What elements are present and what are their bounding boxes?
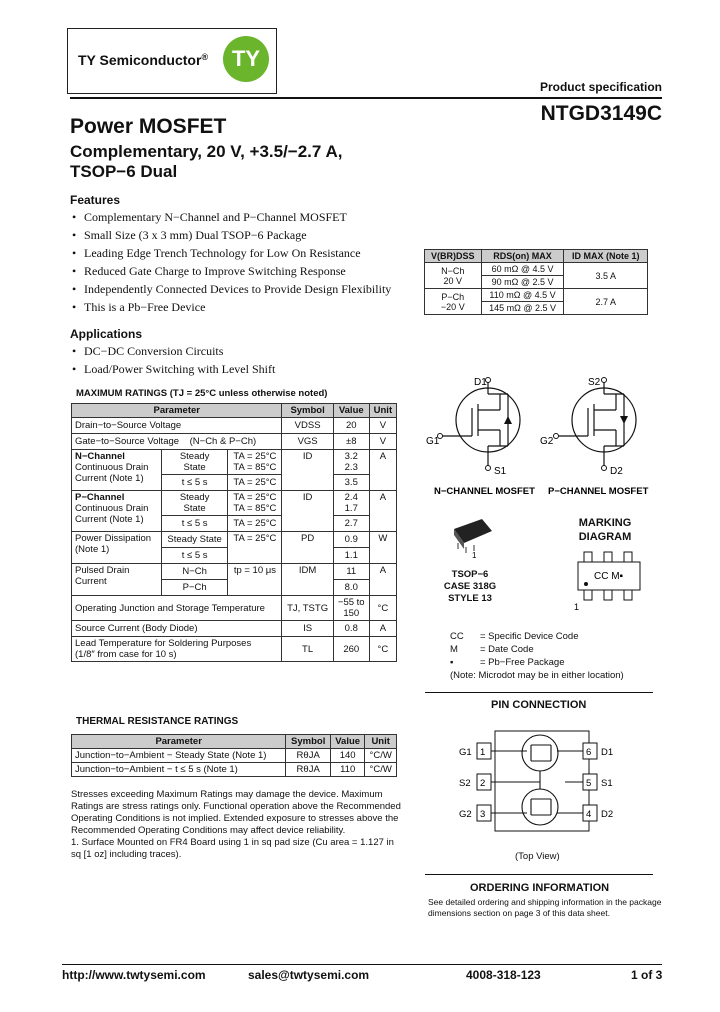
- table-row: Pulsed Drain Current N−Ch tp = 10 μs IDM 11 A: [72, 564, 397, 580]
- table-row: Source Current (Body Diode) IS 0.8 A: [72, 621, 397, 637]
- list-item: • Reduced Gate Charge to Improve Switching Response: [72, 262, 391, 280]
- nch-label: N−CHANNEL MOSFET: [434, 486, 535, 497]
- svg-text:G2: G2: [459, 809, 472, 820]
- product-spec-label: Product specification: [539, 80, 662, 94]
- footer-url[interactable]: http://www.twtysemi.com: [62, 968, 206, 982]
- package-icon: [448, 515, 498, 559]
- pch-symbol-circle: [572, 388, 636, 452]
- thermal-table: Parameter Symbol Value Unit Junction−to−Ambient − Steady State (Note 1) RθJA 140 °C/W Junction−to−Ambient − t ≤ 5 s (Note 1) RθJA 110 °C/W: [71, 734, 397, 777]
- svg-text:G1: G1: [459, 747, 472, 758]
- footer-divider: [62, 964, 662, 965]
- svg-text:2: 2: [480, 778, 486, 789]
- pin-connection-heading: PIN CONNECTION: [491, 699, 587, 711]
- footer-phone: 4008-318-123: [466, 968, 541, 982]
- list-item: • Leading Edge Trench Technology for Low On Resistance: [72, 244, 391, 262]
- table-row: t ≤ 5 s TA = 25°C 2.7: [72, 516, 397, 532]
- svg-text:S1: S1: [601, 778, 613, 789]
- mosfet-diagram: [420, 370, 660, 500]
- table-row: Operating Junction and Storage Temperature TJ, TSTG −55 to 150 °C: [72, 596, 397, 621]
- list-item: • DC−DC Conversion Circuits: [72, 342, 275, 360]
- table-row: Junction−to−Ambient − t ≤ 5 s (Note 1) RθJA 110 °C/W: [72, 763, 397, 777]
- divider: [425, 692, 653, 693]
- subtitle: Complementary, 20 V, +3.5/−2.7 A, TSOP−6 Dual: [70, 142, 343, 181]
- applications-heading: Applications: [70, 327, 143, 341]
- table-row: P−Channel Continuous Drain Current (Note 1) Steady State TA = 25°C TA = 85°C ID 2.4 1.7 A: [72, 491, 397, 516]
- footnote-1: 1. Surface Mounted on FR4 Board using 1 in sq pad size (Cu area = 1.127 in sq [1 oz] including traces).: [71, 837, 394, 860]
- table-row: Power Dissipation (Note 1) Steady State TA = 25°C PD 0.9 W: [72, 532, 397, 548]
- stress-note: Stresses exceeding Maximum Ratings may damage the device. Maximum Ratings are stress ratings only. Functional operation above the Recommended Operating Conditions is not implied. Extended exposure to stresses above the Recommended Operating Conditions may affect device reliability.: [71, 789, 401, 836]
- svg-text:1: 1: [574, 602, 580, 612]
- table-row: Junction−to−Ambient − Steady State (Note 1) RθJA 140 °C/W: [72, 749, 397, 763]
- max-ratings-table: Parameter Symbol Value Unit Drain−to−Source Voltage VDSS 20 V Gate−to−Source Voltage (N−Ch & P−Ch) VGS ±8 V N−Channel Continuous Drain Current (Note 1) Steady State TA = 25°C TA = 85°C ID 3.2 2.3 A t ≤ 5 s TA = 25°C 3.5 P−Channel Continuous Drain Current (Note 1) Steady State TA = 25°C TA = 85°C ID 2.4 1.7 A t ≤ 5 s TA = 25°C 2.7 Power Dissipation (Note 1) Steady State TA = 25°C PD 0.9 W t ≤ 5 s 1.1 Pulsed Drain Current N−Ch tp = 10 μs IDM 11 A P−Ch 8.0 Operating Junction and Storage Temperature TJ, TSTG −55 to 150 °C Source Current (Body Diode) IS 0.8 A Lead Temperature for Soldering Purposes (1/8″ from case for 10 s) TL 260 °C: [71, 403, 397, 662]
- s1-label: S1: [494, 466, 507, 477]
- nch-symbol-circle: [456, 388, 520, 452]
- features-list: [72, 208, 391, 316]
- divider: [425, 874, 653, 875]
- table-row: N−Channel Continuous Drain Current (Note 1) Steady State TA = 25°C TA = 85°C ID 3.2 2.3 A: [72, 450, 397, 475]
- package-label: TSOP−6 CASE 318G STYLE 13: [443, 569, 497, 604]
- max-ratings-heading: MAXIMUM RATINGS (TJ = 25°C unless otherwise noted): [76, 388, 328, 399]
- pch-label: P−CHANNEL MOSFET: [548, 486, 649, 497]
- top-view-label: (Top View): [515, 851, 560, 862]
- svg-text:CC M▪: CC M▪: [594, 571, 624, 582]
- page-title: Power MOSFET: [70, 115, 227, 138]
- d2-label: D2: [610, 466, 623, 477]
- svg-text:S2: S2: [459, 778, 471, 789]
- ordering-text: See detailed ordering and shipping information in the package dimensions section on page 3 of this data sheet.: [428, 897, 662, 918]
- d1-label: D1: [474, 377, 487, 388]
- svg-text:1: 1: [480, 747, 486, 758]
- header-divider: [70, 97, 662, 99]
- table-row: P−Ch 8.0: [72, 580, 397, 596]
- features-heading: Features: [70, 193, 121, 207]
- ordering-heading: ORDERING INFORMATION: [470, 882, 610, 894]
- marking-heading: MARKING DIAGRAM: [578, 517, 632, 543]
- marking-diagram: [572, 548, 652, 614]
- applications-list: [72, 342, 275, 378]
- summary-table: V(BR)DSS RDS(on) MAX ID MAX (Note 1) N−Ch 20 V 60 mΩ @ 4.5 V 3.5 A 90 mΩ @ 2.5 V P−Ch −20 V 110 mΩ @ 4.5 V 2.7 A 145 mΩ @ 2.5 V: [424, 249, 648, 315]
- company-logo: TY: [223, 36, 269, 82]
- list-item: • This is a Pb−Free Device: [72, 298, 391, 316]
- svg-text:5: 5: [586, 778, 592, 789]
- svg-text:3: 3: [480, 809, 486, 820]
- g2-label: G2: [540, 436, 554, 447]
- company-name: TY Semiconductor®: [78, 52, 209, 68]
- part-number: NTGD3149C: [540, 102, 662, 125]
- g1-label: G1: [426, 436, 440, 447]
- table-row: t ≤ 5 s TA = 25°C 3.5: [72, 475, 397, 491]
- table-row: Lead Temperature for Soldering Purposes (1/8″ from case for 10 s) TL 260 °C: [72, 637, 397, 662]
- svg-text:6: 6: [586, 747, 592, 758]
- pin-connection-diagram: [455, 725, 625, 835]
- svg-text:1: 1: [472, 551, 477, 559]
- list-item: • Load/Power Switching with Level Shift: [72, 360, 275, 378]
- svg-text:4: 4: [586, 809, 592, 820]
- list-item: • Independently Connected Devices to Provide Design Flexibility: [72, 280, 391, 298]
- table-row: Gate−to−Source Voltage (N−Ch & P−Ch) VGS ±8 V: [72, 434, 397, 450]
- thermal-heading: THERMAL RESISTANCE RATINGS: [76, 716, 239, 727]
- footer-email[interactable]: sales@twtysemi.com: [248, 968, 370, 982]
- svg-text:D1: D1: [601, 747, 614, 758]
- table-row: t ≤ 5 s 1.1: [72, 548, 397, 564]
- list-item: • Small Size (3 x 3 mm) Dual TSOP−6 Package: [72, 226, 391, 244]
- list-item: • Complementary N−Channel and P−Channel MOSFET: [72, 208, 391, 226]
- s2-label: S2: [588, 377, 601, 388]
- svg-text:D2: D2: [601, 809, 614, 820]
- marking-legend: CC = Specific Device Code M = Date Code ▪ = Pb−Free Package (Note: Microdot may be in either location): [450, 631, 624, 681]
- page-number: 1 of 3: [631, 968, 663, 982]
- table-row: Drain−to−Source Voltage VDSS 20 V: [72, 418, 397, 434]
